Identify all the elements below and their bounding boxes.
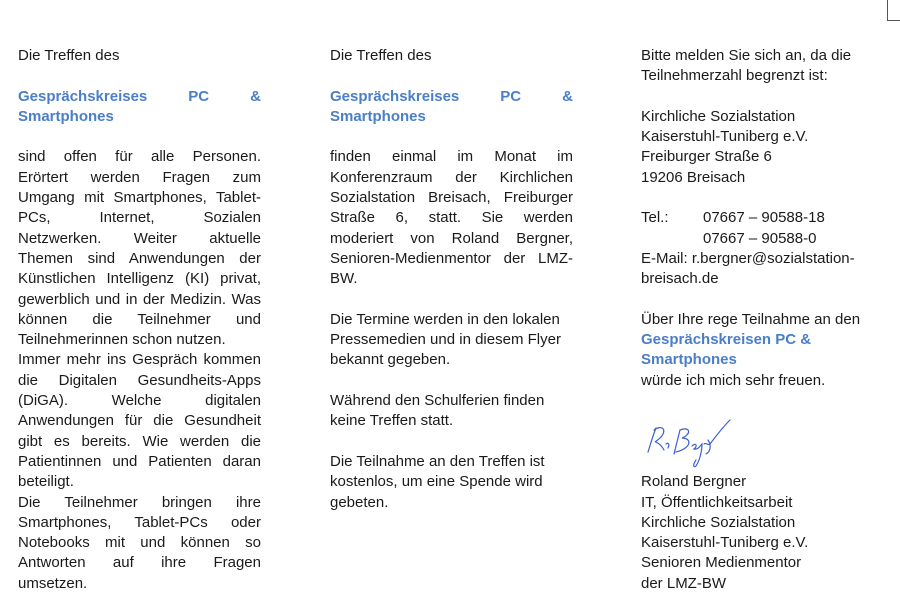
text-line: Netzwerken. Weiter aktuelle [18, 229, 261, 247]
text-line: Teilnehmerinnen schon nutzen. [18, 331, 226, 349]
text-line: bekannt gegeben. [330, 351, 451, 369]
text-line: Die Termine werden in den lokalen [330, 310, 560, 328]
text-line: Kirchliche Sozialstation [641, 513, 796, 531]
text-line: Umgang mit Smartphones, Tablet- [18, 189, 261, 207]
text-line: (DiGA). Welche digitalen [18, 392, 261, 410]
blank-line [330, 66, 573, 86]
text-line: Über Ihre rege Teilnahme an den [641, 310, 861, 328]
text-line: BW. [330, 270, 358, 288]
text-line: Konferenzraum der Kirchlichen [330, 168, 573, 186]
text-line: Antworten auf ihre Fragen [18, 554, 261, 572]
text-line: E-Mail: r.bergner@sozialstation- [641, 249, 855, 267]
blank-line [330, 290, 573, 310]
phone-line [641, 208, 884, 228]
text-line: Anwendungen für die Gesundheit [18, 412, 261, 430]
text-line: Die Treffen des [330, 47, 432, 64]
text-line: 19206 Breisach [641, 168, 746, 186]
text-line: die Digitalen Gesundheits-Apps [18, 371, 261, 389]
text-line: Themen sind Anwendungen der [18, 249, 261, 267]
blank-line [330, 371, 573, 391]
text-line: Kaiserstuhl-Tuniberg e.V. [641, 534, 809, 552]
heading-line: Gesprächskreisen PC & [641, 331, 812, 349]
text-line: Die Teilnehmer bringen ihre [18, 493, 261, 511]
text-line: moderiert von Roland Bergner, [330, 229, 573, 247]
blank-line [18, 66, 261, 86]
text-line: würde ich mich sehr freuen. [641, 371, 826, 389]
text-line: Senioren Medienmentor [641, 554, 802, 572]
text-line: Während den Schulferien finden [330, 392, 545, 410]
blank-line [18, 127, 261, 147]
text-line: Bitte melden Sie sich an, da die [641, 47, 852, 64]
text-line: gibt es bereits. Wie werden die [18, 432, 261, 450]
text-line: gewerblich und in der Medizin. Was [18, 290, 261, 308]
text-line: gebeten. [330, 493, 389, 511]
column-2 [330, 46, 573, 513]
text-line: Künstlichen Intelligenz (KI) privat, [18, 270, 261, 288]
blank-line [330, 127, 573, 147]
heading-line: Smartphones [641, 351, 737, 369]
text-line: Straße 6, statt. Sie werden [330, 209, 573, 227]
phone-label: Tel.: [641, 209, 669, 227]
text-line: Erörtert werden Fragen zum [18, 168, 261, 186]
text-line: umsetzen. [18, 574, 88, 592]
heading-line: Smartphones [330, 107, 426, 125]
page-corner-mark [887, 0, 900, 21]
blank-line [641, 87, 884, 107]
heading-line: Gesprächskreises PC & [18, 87, 261, 105]
text-line: Smartphones, Tablet-PCs oder [18, 513, 261, 531]
column-1 [18, 46, 261, 594]
text-line: Teilnehmerzahl begrenzt ist: [641, 67, 828, 85]
text-line: der LMZ-BW [641, 574, 727, 592]
text-line: Pressemedien und in diesem Flyer [330, 331, 561, 349]
text-line: IT, Öffentlichkeitsarbeit [641, 493, 793, 511]
text-line: Freiburger Straße 6 [641, 148, 772, 166]
blank-line [641, 391, 884, 411]
text-line: Immer mehr ins Gespräch kommen [18, 351, 261, 369]
text-line: Die Teilnahme an den Treffen ist [330, 452, 545, 470]
heading-line: Smartphones [18, 107, 114, 125]
text-line: finden einmal im Monat im [330, 148, 573, 166]
text-line: Roland Bergner [641, 473, 747, 491]
text-line: Sozialstation Breisach, Freiburger [330, 189, 573, 207]
text-line: kostenlos, um eine Spende wird [330, 473, 543, 491]
text-line: Senioren-Medienmentor der LMZ- [330, 249, 573, 267]
blank-line [641, 290, 884, 310]
text-line: sind offen für alle Personen. [18, 148, 261, 166]
text-line: Kirchliche Sozialstation [641, 107, 796, 125]
phone-line [641, 229, 884, 249]
signature-image [644, 416, 736, 472]
text-line: beteiligt. [18, 473, 74, 491]
text-line: PCs, Internet, Sozialen [18, 209, 261, 227]
blank-line [641, 188, 884, 208]
text-line: breisach.de [641, 270, 719, 288]
text-line: können die Teilnehmer und [18, 310, 261, 328]
blank-line [330, 432, 573, 452]
text-line: Die Treffen des [18, 47, 120, 64]
text-line: Patientinnen und Patienten daran [18, 452, 261, 470]
column-3 [641, 46, 884, 594]
heading-line: Gesprächskreises PC & [330, 87, 573, 105]
text-line: Notebooks mit und können so [18, 534, 261, 552]
phone-number: 07667 – 90588-18 [703, 209, 825, 227]
text-line: keine Treffen statt. [330, 412, 454, 430]
phone-number: 07667 – 90588-0 [703, 229, 817, 247]
text-line: Kaiserstuhl-Tuniberg e.V. [641, 128, 809, 146]
